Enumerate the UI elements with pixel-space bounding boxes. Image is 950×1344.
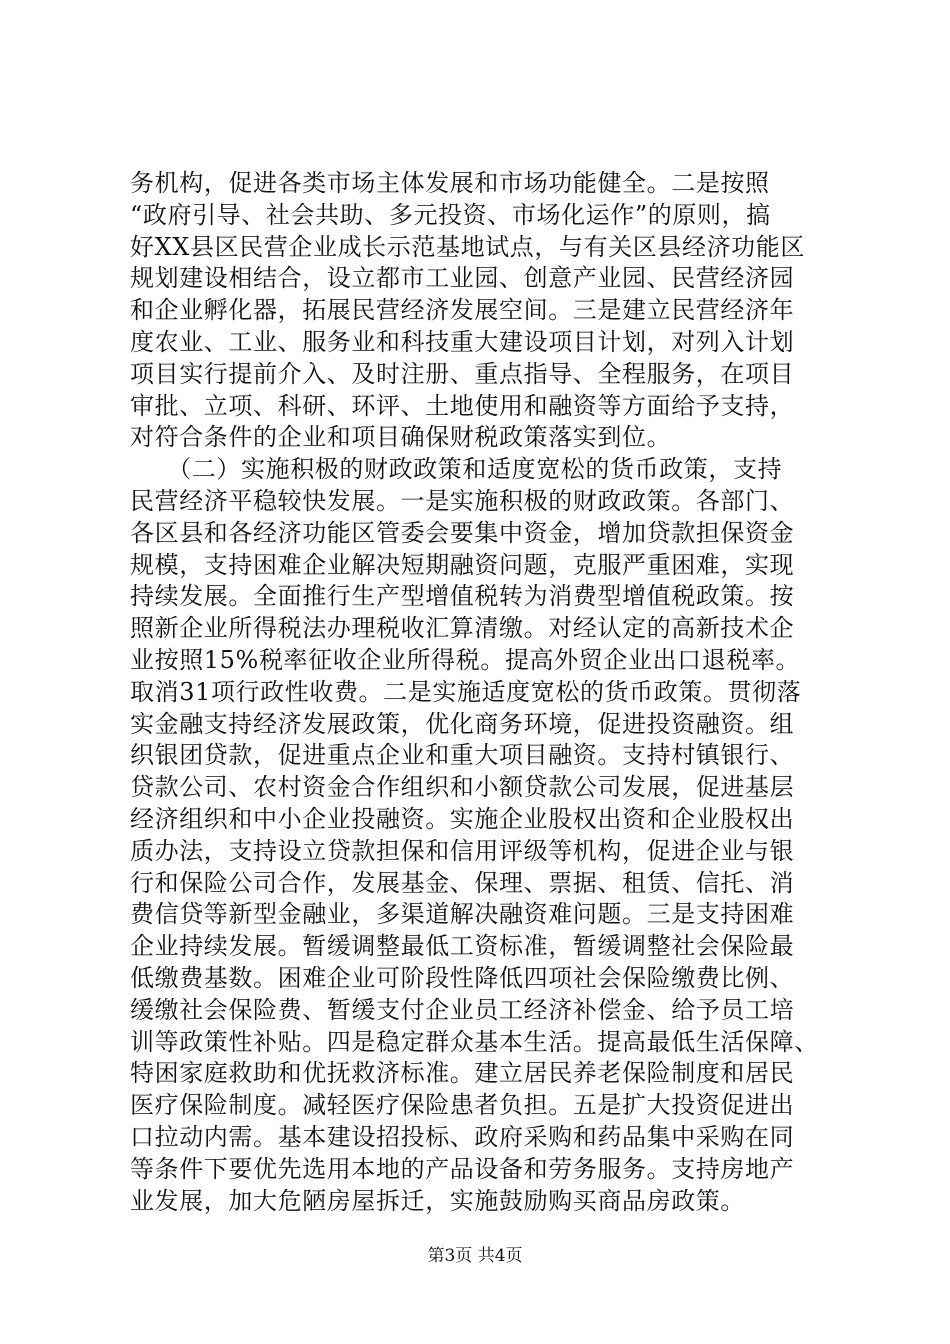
text-line: 项目实行提前介入、及时注册、重点指导、全程服务，在项目 xyxy=(130,359,795,388)
text-line: 度农业、工业、服务业和科技重大建设项目计划，对列入计划 xyxy=(130,327,795,356)
text-line: 口拉动内需。基本建设招投标、政府采购和药品集中采购在同 xyxy=(130,1122,795,1151)
text-line: 审批、立项、科研、环评、土地使用和融资等方面给予支持， xyxy=(130,391,795,420)
text-line: 业按照15%税率征收企业所得税。提高外贸企业出口退税率。 xyxy=(130,645,801,674)
text-line: （二）实施积极的财政政策和适度宽松的货币政策，支持 xyxy=(130,455,783,484)
text-line: 贷款公司、农村资金合作组织和小额贷款公司发展，促进基层 xyxy=(130,773,795,802)
body-text xyxy=(130,168,830,1217)
page-footer: 第3页 共4页 xyxy=(427,1246,523,1266)
text-line: 业发展，加大危陋房屋拆迁，实施鼓励购买商品房政策。 xyxy=(130,1186,745,1215)
text-line: 医疗保险制度。减轻医疗保险患者负担。五是扩大投资促进出 xyxy=(130,1091,795,1120)
text-line: 织银团贷款，促进重点企业和重大项目融资。支持村镇银行、 xyxy=(130,741,795,770)
text-line: 特困家庭救助和优抚救济标准。建立居民养老保险制度和居民 xyxy=(130,1059,795,1088)
text-line: 缓缴社会保险费、暂缓支付企业员工经济补偿金、给予员工培 xyxy=(130,995,795,1024)
text-line: 照新企业所得税法办理税收汇算清缴。对经认定的高新技术企 xyxy=(130,614,795,643)
text-line: 规模，支持困难企业解决短期融资问题，克服严重困难，实现 xyxy=(130,550,795,579)
text-line: 等条件下要优先选用本地的产品设备和劳务服务。支持房地产 xyxy=(130,1154,795,1183)
text-line: 规划建设相结合，设立都市工业园、创意产业园、民营经济园 xyxy=(130,264,795,293)
text-line: 好XX县区民营企业成长示范基地试点，与有关区县经济功能区 xyxy=(130,232,805,261)
text-line: 企业持续发展。暂缓调整最低工资标准，暂缓调整社会保险最 xyxy=(130,932,795,961)
text-line: 持续发展。全面推行生产型增值税转为消费型增值税政策。按 xyxy=(130,582,795,611)
text-line: 实金融支持经济发展政策，优化商务环境，促进投资融资。组 xyxy=(130,709,795,738)
text-line: 低缴费基数。困难企业可阶段性降低四项社会保险缴费比例、 xyxy=(130,963,795,992)
text-line: 经济组织和中小企业投融资。实施企业股权出资和企业股权出 xyxy=(130,804,795,833)
text-line: 质办法，支持设立贷款担保和信用评级等机构，促进企业与银 xyxy=(130,836,795,865)
text-line: “政府引导、社会共助、多元投资、市场化运作”的原则，搞 xyxy=(130,200,771,229)
text-line: 行和保险公司合作，发展基金、保理、票据、租赁、信托、消 xyxy=(130,868,795,897)
text-line: 务机构，促进各类市场主体发展和市场功能健全。二是按照 xyxy=(130,169,770,197)
text-line: 取消31项行政性收费。二是实施适度宽松的货币政策。贯彻落 xyxy=(130,677,802,706)
text-line: 和企业孵化器，拓展民营经济发展空间。三是建立民营经济年 xyxy=(130,296,795,325)
text-line: 费信贷等新型金融业，多渠道解决融资难问题。三是支持困难 xyxy=(130,900,795,929)
text-line: 对符合条件的企业和项目确保财税政策落实到位。 xyxy=(130,423,672,452)
text-line: 训等政策性补贴。四是稳定群众基本生活。提高最低生活保障、 xyxy=(130,1027,819,1056)
text-line: 民营经济平稳较快发展。一是实施积极的财政政策。各部门、 xyxy=(130,486,795,515)
text-line: 各区县和各经济功能区管委会要集中资金，增加贷款担保资金 xyxy=(130,518,795,547)
